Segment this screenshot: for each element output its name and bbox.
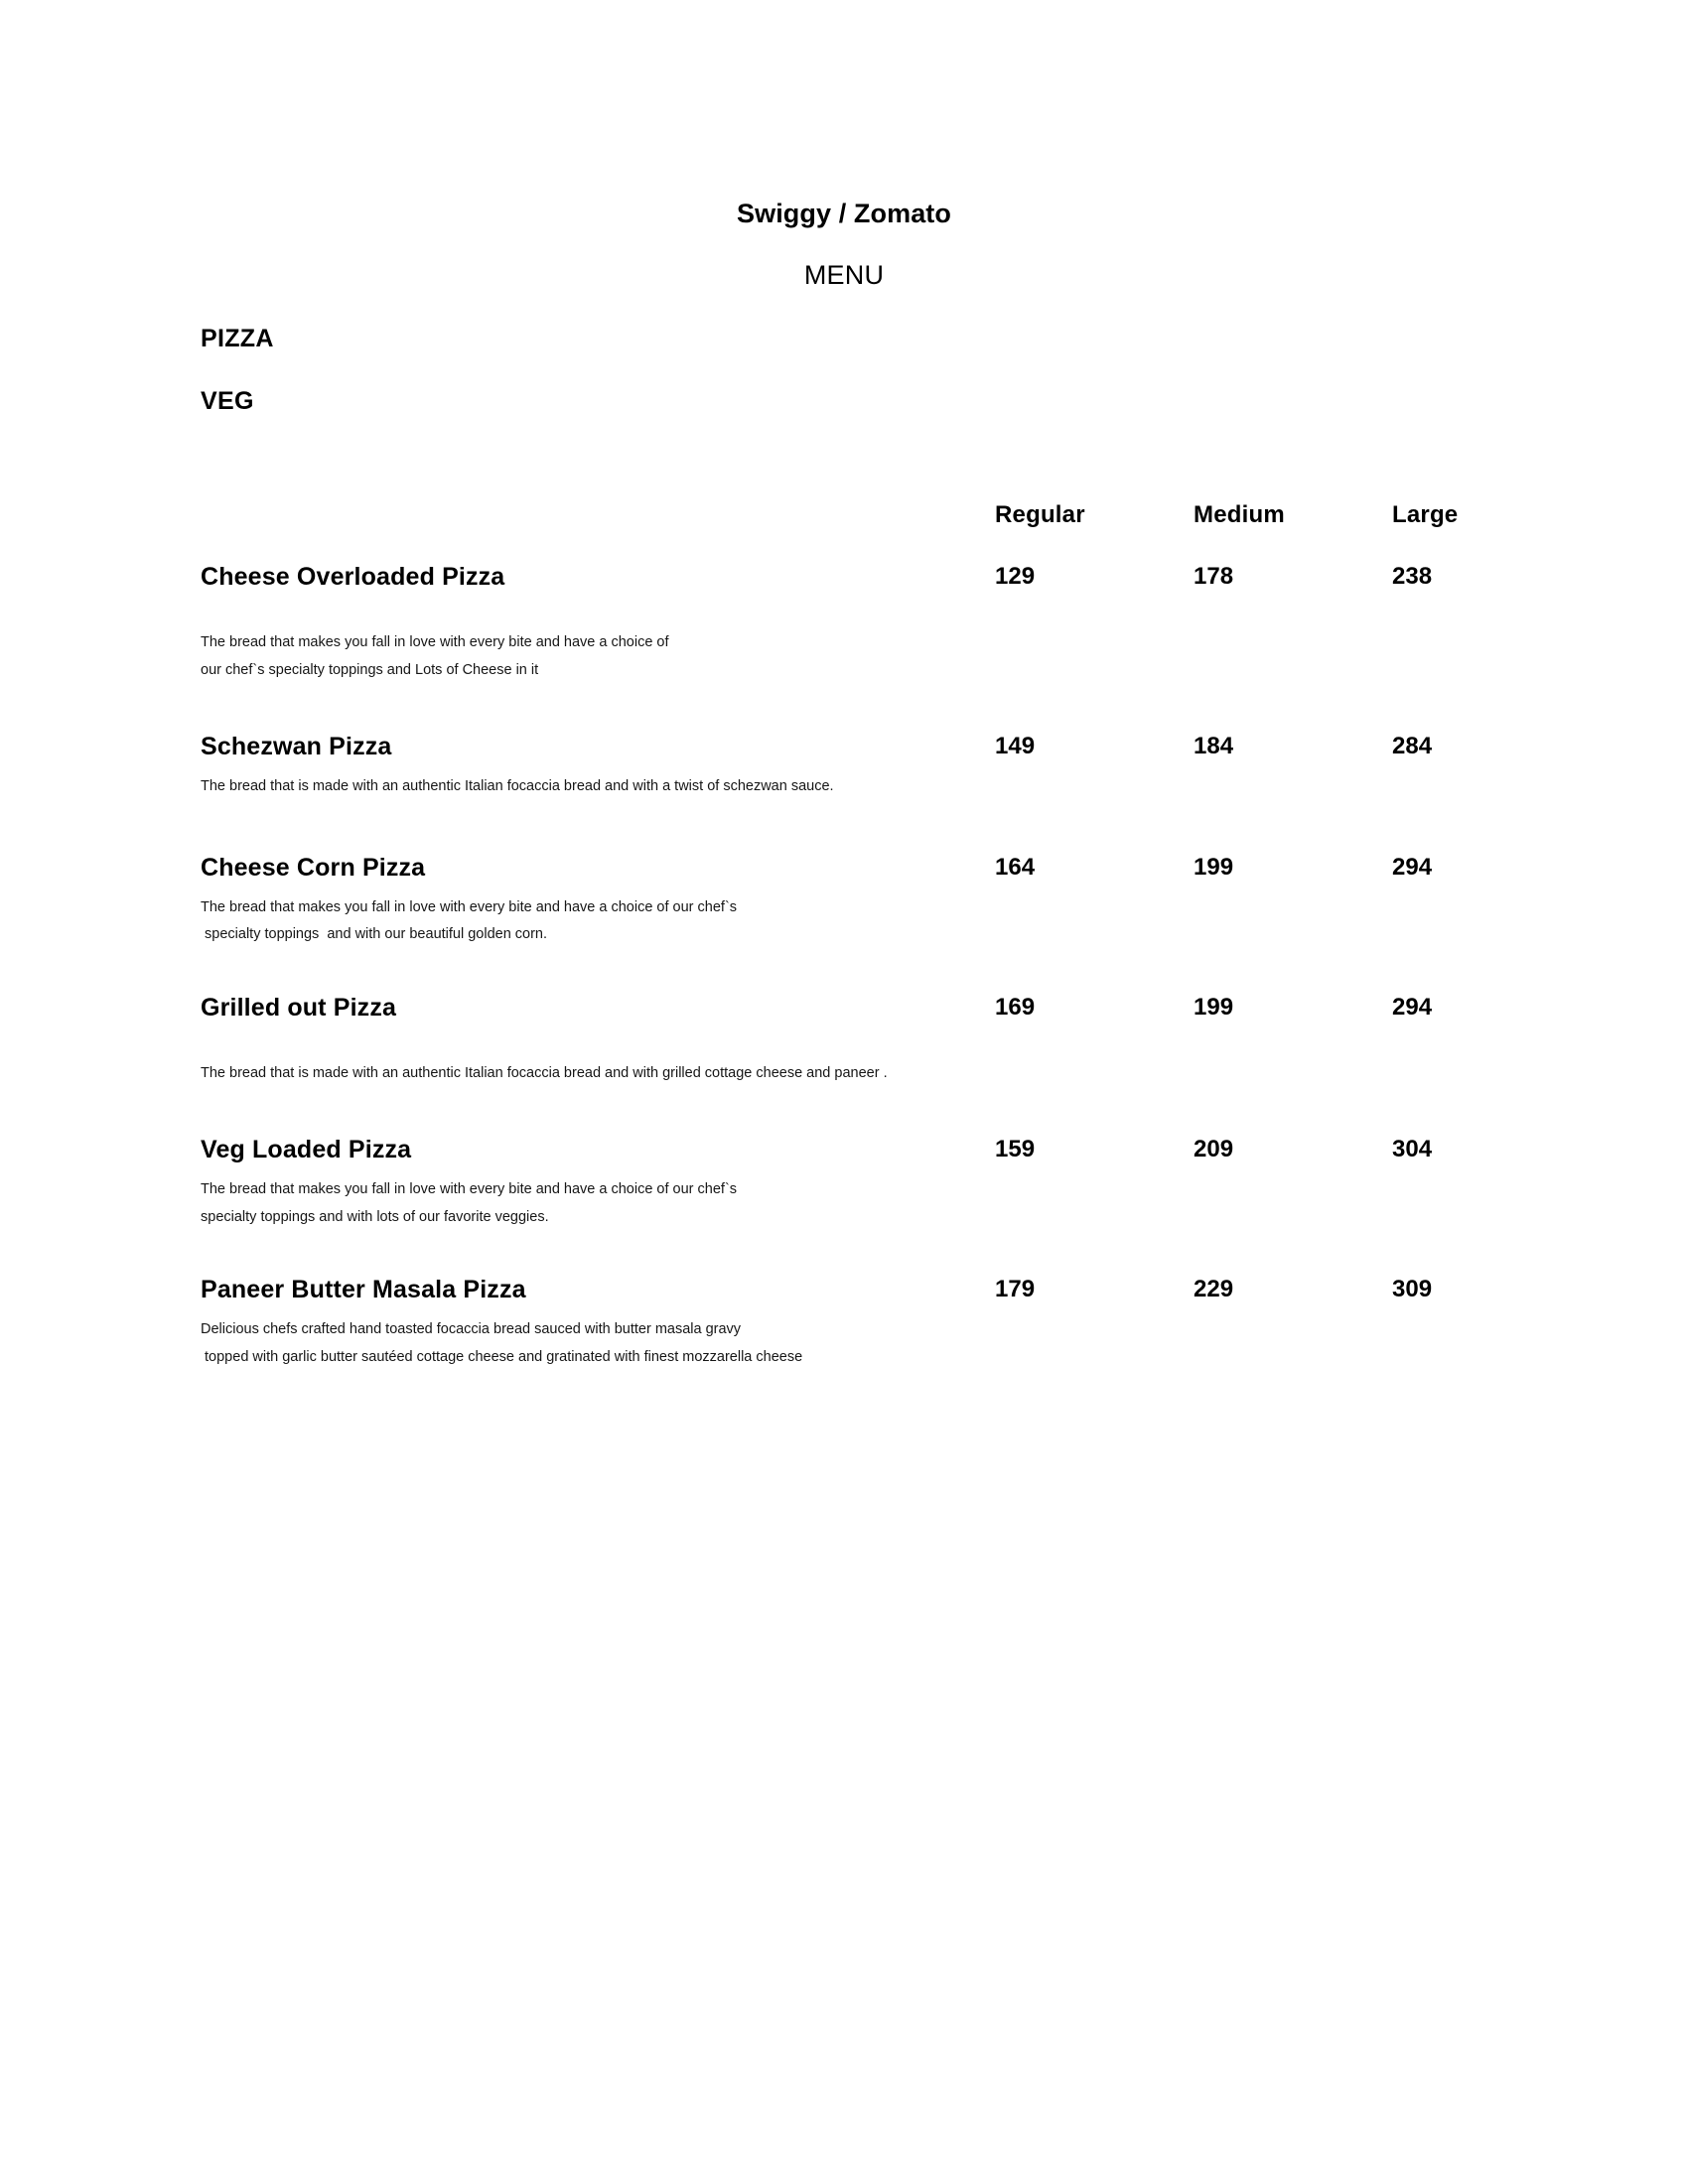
description-line: Delicious chefs crafted hand toasted focaccia bread sauced with butter masala gravy: [201, 1321, 742, 1337]
page-title: Swiggy / Zomato: [736, 199, 951, 228]
spacer-row: [201, 1164, 1472, 1182]
item-description: [201, 900, 1472, 942]
item-price-medium: 209: [1194, 1136, 1234, 1162]
item-price-regular: 164: [995, 853, 1036, 881]
table-row: [201, 1136, 1472, 1164]
item-price-large: 304: [1392, 1136, 1433, 1162]
column-header-medium: Medium: [1194, 501, 1285, 528]
table-row: [201, 1276, 1472, 1304]
item-price-regular: 149: [995, 733, 1036, 759]
item-price-large: 309: [1392, 1276, 1433, 1302]
item-price-large: 284: [1392, 733, 1433, 759]
item-price-large: 238: [1392, 563, 1433, 590]
item-name: Veg Loaded Pizza: [201, 1136, 412, 1163]
spacer-row: [201, 794, 1472, 854]
description-line: our chef`s specialty toppings and Lots of Cheese in it: [201, 661, 539, 678]
item-description: [201, 635, 1472, 677]
item-price-medium: 199: [1194, 993, 1234, 1021]
spacer-row: [201, 883, 1472, 900]
column-header-regular: Regular: [995, 501, 1085, 528]
spacer-row: [201, 1023, 1472, 1066]
item-name: Schezwan Pizza: [201, 733, 392, 760]
section-heading-veg: VEG: [201, 387, 254, 415]
item-price-medium: 199: [1194, 853, 1234, 881]
spacer-row: [201, 942, 1472, 994]
item-description-row: [201, 900, 1472, 942]
description-line: The bread that makes you fall in love with every bite and have a choice of our chef`s: [201, 898, 738, 915]
table-row: [201, 854, 1472, 883]
column-header-large: Large: [1392, 501, 1459, 528]
description-line: The bread that makes you fall in love with every bite and have a choice of: [201, 634, 669, 650]
description-line: The bread that is made with an authentic Italian focaccia bread and with grilled cottage cheese and paneer .: [201, 1064, 888, 1081]
spacer-row: [201, 1224, 1472, 1276]
item-description: [201, 1066, 1472, 1081]
item-description-row: [201, 779, 1472, 794]
page-subtitle: MENU: [803, 260, 885, 290]
item-price-regular: 159: [995, 1136, 1036, 1162]
description-line: topped with garlic butter sautéed cottage cheese and gratinated with finest mozzarella cheese: [201, 1348, 803, 1365]
item-price-regular: 169: [995, 993, 1036, 1021]
table-row: [201, 563, 1472, 592]
spacer-row: [201, 761, 1472, 779]
item-description: [201, 1182, 1472, 1224]
item-price-medium: 184: [1194, 733, 1234, 759]
item-description-row: [201, 1322, 1472, 1364]
item-price-regular: 129: [995, 563, 1036, 590]
section-heading-pizza: PIZZA: [201, 325, 274, 352]
item-description-row: [201, 635, 1472, 677]
table-row: [201, 994, 1472, 1023]
item-description-row: [201, 1182, 1472, 1224]
spacer-row: [201, 677, 1472, 733]
header-spacer: [201, 501, 995, 563]
item-price-large: 294: [1392, 993, 1433, 1021]
item-name: Paneer Butter Masala Pizza: [201, 1276, 526, 1303]
item-price-medium: 229: [1194, 1276, 1234, 1302]
description-line: specialty toppings and with lots of our favorite veggies.: [201, 1208, 549, 1225]
description-line: specialty toppings and with our beautiful golden corn.: [201, 926, 548, 942]
item-name: Grilled out Pizza: [201, 993, 397, 1022]
spacer-row: [201, 1304, 1472, 1322]
spacer-row: [201, 592, 1472, 635]
menu-price-table: [201, 501, 1472, 1364]
description-line: The bread that makes you fall in love with every bite and have a choice of our chef`s: [201, 1181, 738, 1197]
item-description: [201, 779, 1472, 794]
spacer-row: [201, 1080, 1472, 1136]
item-price-large: 294: [1392, 853, 1433, 881]
description-line: The bread that is made with an authentic Italian focaccia bread and with a twist of schezwan sauce.: [201, 778, 834, 794]
table-header-row: [201, 501, 1472, 563]
item-name: Cheese Overloaded Pizza: [201, 563, 505, 591]
item-price-medium: 178: [1194, 563, 1234, 590]
item-name: Cheese Corn Pizza: [201, 853, 426, 882]
table-row: [201, 733, 1472, 761]
item-price-regular: 179: [995, 1276, 1036, 1302]
item-description: [201, 1322, 1472, 1364]
item-description-row: [201, 1066, 1472, 1081]
